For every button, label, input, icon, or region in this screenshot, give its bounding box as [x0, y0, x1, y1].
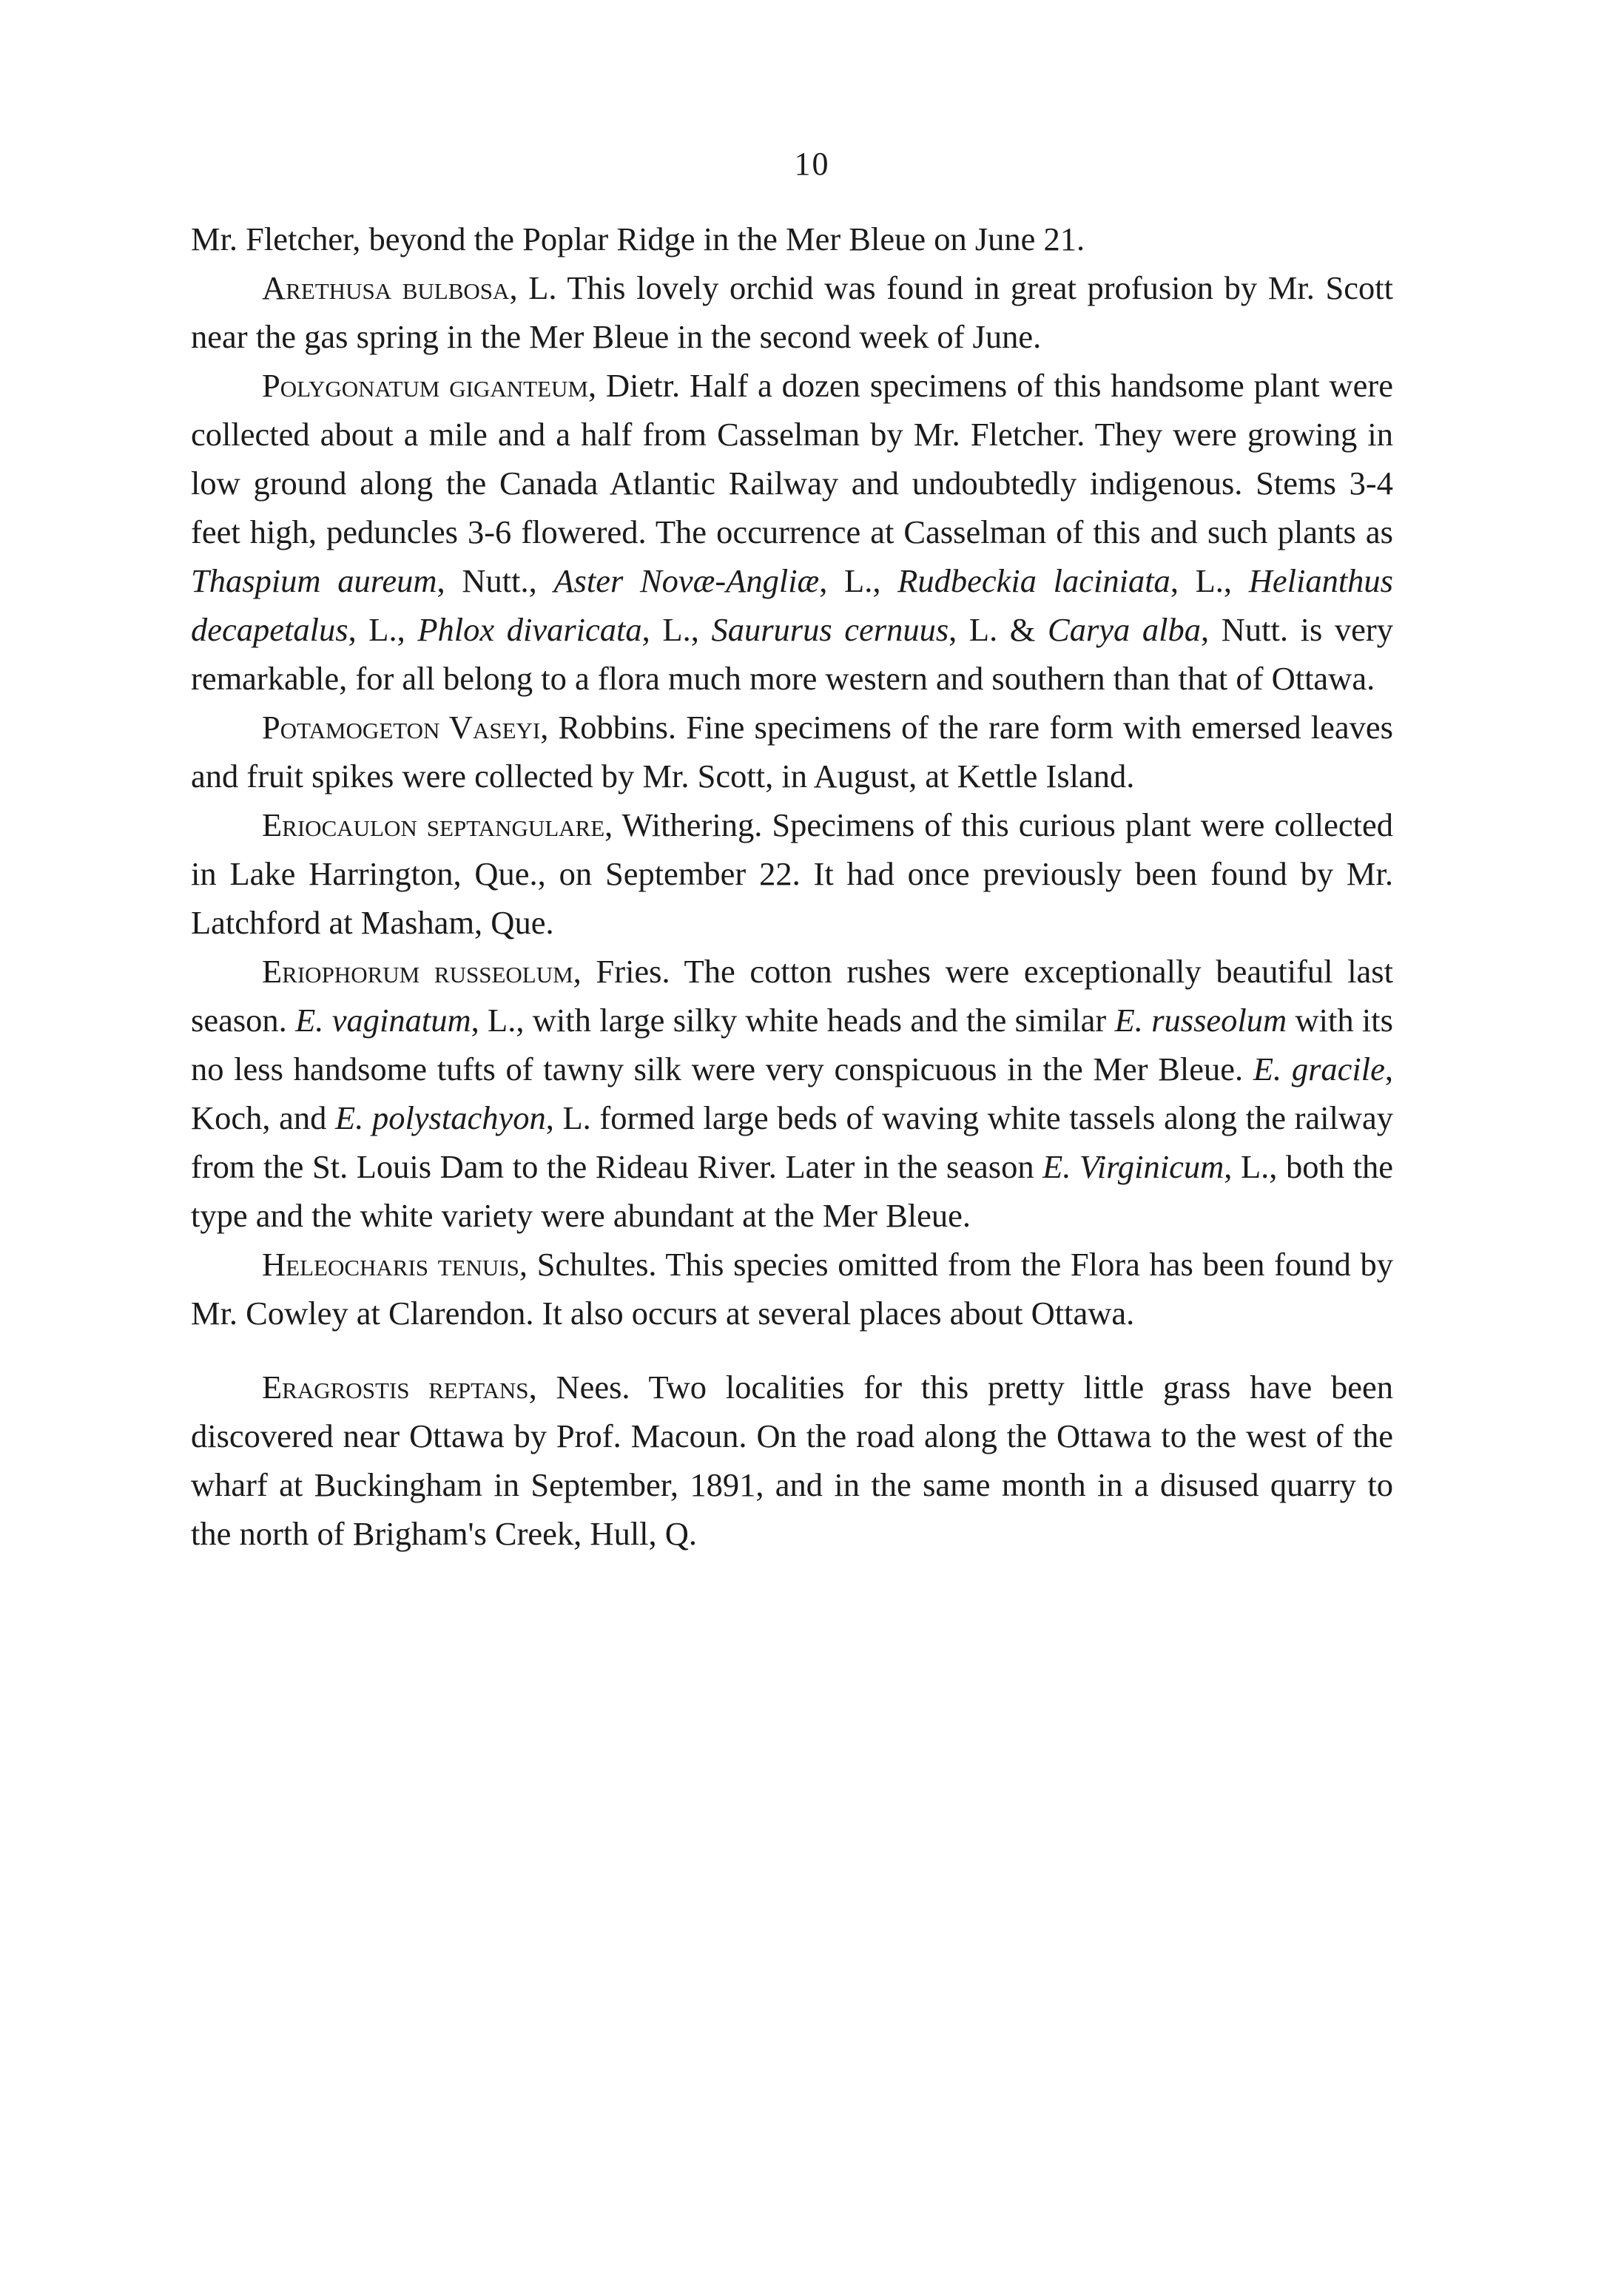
page-number: 10 [794, 146, 830, 182]
entry-eragrostis-reptans [191, 1363, 1393, 1558]
entry-text: , Robbins. Fine specimens of the rare form with emersed leaves and fruit spikes were collected by Mr. Scott, in August, at Kettle Island. [191, 709, 1393, 795]
species-heading: Eragrostis reptans [262, 1369, 529, 1406]
entry-text: , L., [1170, 562, 1249, 599]
entry-text: , L. formed large beds of waving white tassels along the railway from the St. Louis Dam to the Rideau River. Later in the season [191, 1099, 1394, 1185]
species-italic: Rudbeckia laciniata [897, 562, 1170, 599]
species-italic: Helianthus decapetalus [191, 562, 1393, 648]
paragraph-text: Mr. Fletcher, beyond the Poplar Ridge in the Mer Bleue on June 21. [191, 220, 1085, 257]
species-italic: E. russeolum [1114, 1002, 1287, 1039]
entry-arethusa-bulbosa [191, 263, 1393, 361]
entry-text: , Koch, and [191, 1050, 1393, 1136]
entry-text: , L. & [949, 611, 1048, 648]
entry-potamogeton-vaseyi [191, 703, 1393, 800]
species-heading: Heleocharis tenuis [262, 1246, 519, 1283]
entry-polygonatum-giganteum [191, 361, 1393, 703]
species-italic: E. vaginatum [295, 1002, 471, 1039]
species-italic: E. polystachyon [335, 1099, 546, 1136]
species-heading: Polygonatum giganteum [262, 367, 588, 404]
entry-text: , L., [641, 611, 712, 648]
species-italic: Saururus cernuus [711, 611, 949, 648]
species-italic: Aster Novæ-Angliæ [553, 562, 820, 599]
entry-text: , Nutt. is very remarkable, for all belong to a flora much more western and southern than that of Ottawa. [191, 611, 1393, 697]
entry-text: , L., with large silky white heads and the similar [471, 1002, 1115, 1039]
species-italic: Carya alba [1048, 611, 1202, 648]
paragraph-continuation [191, 215, 1393, 263]
entry-heleocharis-tenuis [191, 1240, 1393, 1338]
body-text [191, 215, 1393, 1558]
species-italic: Thaspium aureum [191, 562, 437, 599]
entry-text: , Withering. Specimens of this curious plant were collected in Lake Harrington, Que., on September 22. It had once previously been found by Mr. Latchford at Masham, Que. [191, 806, 1393, 941]
entry-text: , Nees. Two localities for this pretty little grass have been discovered near Ottawa by Prof. Macoun. On the road along the Ottawa to the west of the wharf at Buckingham in September, 1891, and in the same month in a disused quarry to the north of Brigham's Creek, Hull, Q. [191, 1369, 1394, 1552]
entry-text: , L. This lovely orchid was found in great profusion by Mr. Scott near the gas spring in the Mer Bleue in the second week of June. [191, 269, 1393, 355]
entry-text: , L., [348, 611, 418, 648]
entry-text: with its no less handsome tufts of tawny silk were very conspicuous in the Mer Bleue. [191, 1002, 1393, 1087]
species-italic: E. Virginicum [1042, 1148, 1224, 1185]
entry-text: , L., both the type and the white variety were abundant at the Mer Bleue. [191, 1148, 1393, 1234]
entry-text: , Schultes. This species omitted from the Flora has been found by Mr. Cowley at Clarendon. It also occurs at several places about Ottawa. [191, 1246, 1393, 1332]
entry-text: , Fries. The cotton rushes were exceptionally beautiful last season. [191, 953, 1393, 1039]
species-italic: E. gracile [1253, 1050, 1385, 1087]
species-heading: Eriocaulon septangulare [262, 806, 605, 843]
entry-eriophorum-russeolum [191, 947, 1393, 1240]
entry-text: , L., [819, 562, 898, 599]
entry-text: , Nutt., [437, 562, 554, 599]
species-heading: Eriophorum russeolum [262, 953, 573, 990]
species-italic: Phlox divaricata [417, 611, 642, 648]
species-heading: Arethusa bulbosa [262, 269, 510, 306]
entry-text: , Dietr. Half a dozen specimens of this handsome plant were collected about a mile and a half from Casselman by Mr. Fletcher. They were growing in low ground along the Canada Atlantic Railway and undoubtedly indigenous. Stems 3-4 feet high, peduncles 3-6 flowered. The occurrence at Casselman of this and such plants as [191, 367, 1393, 550]
species-heading: Potamogeton Vaseyi [262, 709, 541, 746]
entry-eriocaulon-septangulare [191, 800, 1393, 947]
